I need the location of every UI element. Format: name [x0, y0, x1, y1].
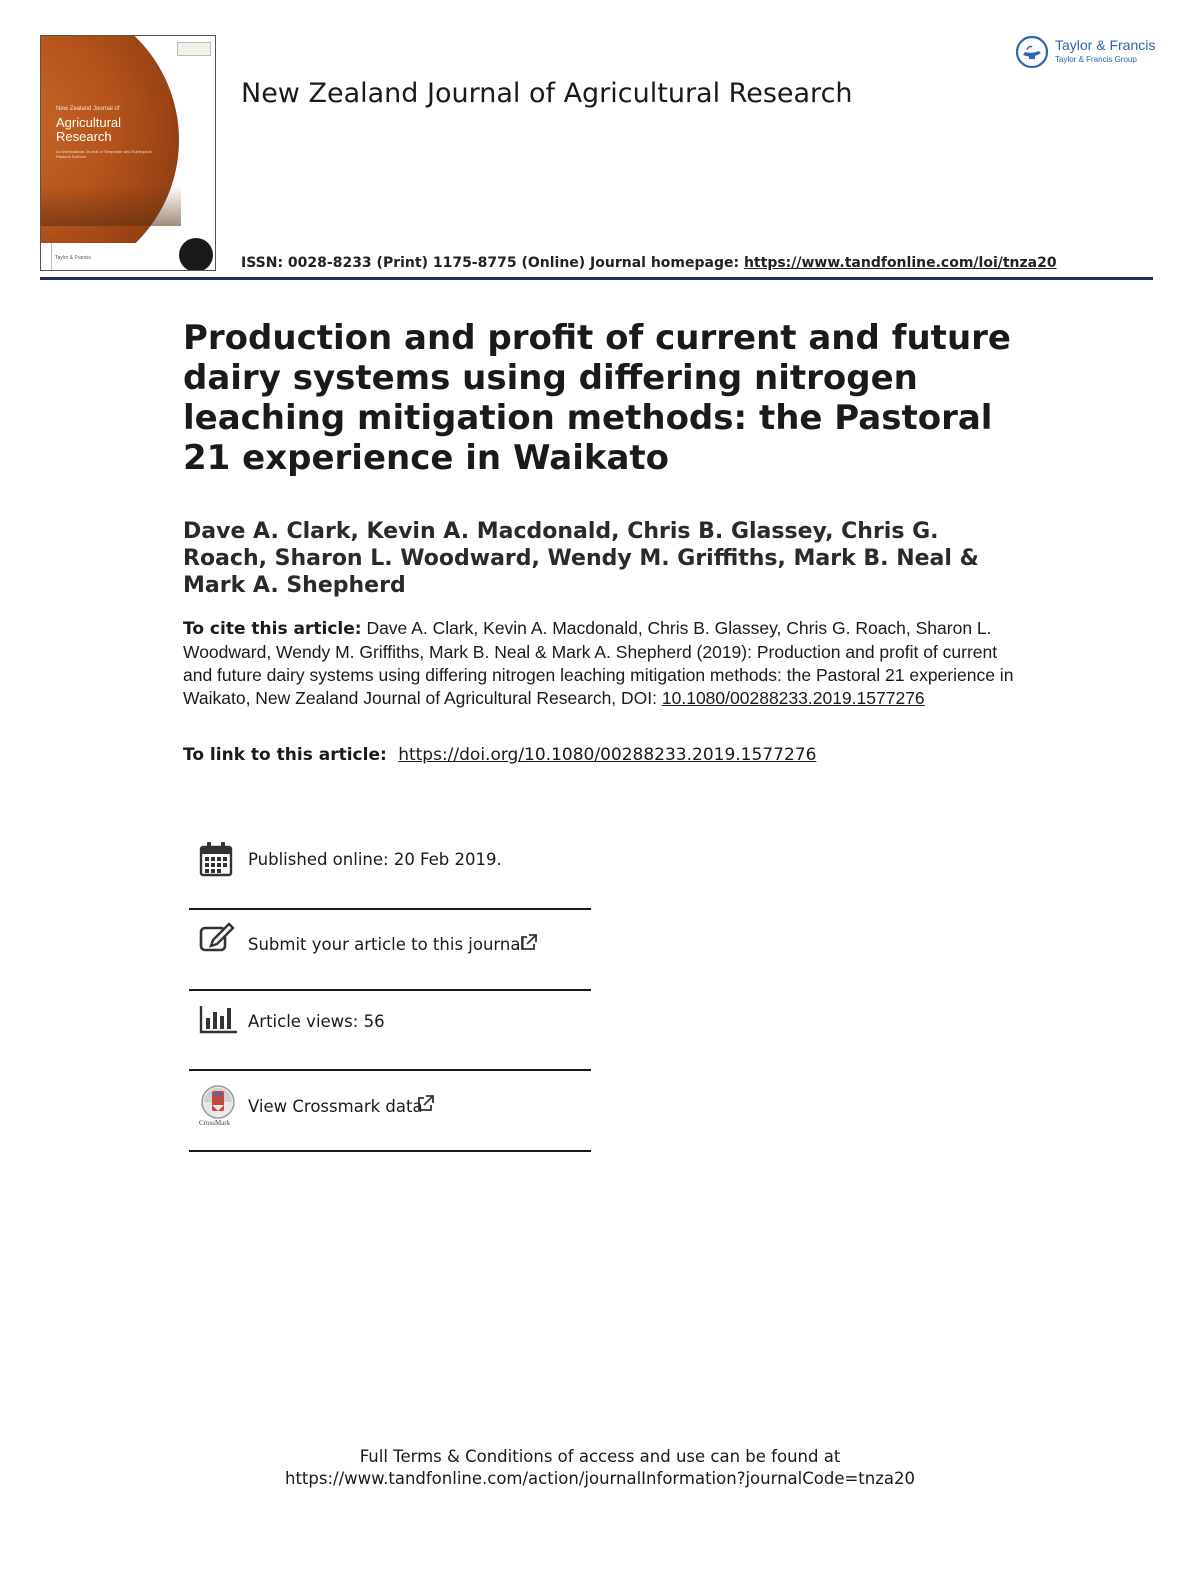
publisher-group: Taylor & Francis Group	[1055, 55, 1137, 64]
info-divider	[189, 989, 591, 991]
taylor-francis-lamp-icon	[1015, 35, 1049, 69]
article-title: Production and profit of current and future dairy systems using differing nitrogen leaching mitigation methods: the Pastoral 21 experience in Waikato	[183, 318, 1011, 478]
cover-volume-box	[177, 42, 211, 56]
issn-line	[241, 255, 1057, 271]
crossmark-row[interactable]	[189, 1085, 591, 1129]
cite-label: To cite this article:	[183, 619, 362, 639]
published-online-row	[189, 840, 591, 880]
terms-footer	[0, 1446, 1200, 1490]
submit-article-row[interactable]	[189, 922, 591, 966]
info-divider	[189, 1150, 591, 1152]
cite-text: Dave A. Clark, Kevin A. Macdonald, Chris B. Glassey, Chris G. Roach, Sharon L. Woodward, Wendy M. Griffiths, Mark B. Neal & Mark A. Shepherd (2019): Production and profit of current and future dairy systems using differing nitrogen leaching mitigation methods: the Pastoral 21 experience in Waikato, New Zealand Journal of Agricultural Research, DOI:	[183, 618, 1014, 708]
info-divider	[189, 1069, 591, 1071]
link-label: To link to this article:	[183, 745, 387, 765]
journal-homepage-link[interactable]: https://www.tandfonline.com/loi/tnza20	[743, 255, 1057, 271]
crossmark-logo	[199, 1085, 239, 1129]
cover-publisher: Taylor & Francis	[55, 255, 91, 261]
external-link-icon	[417, 1095, 434, 1112]
cover-subtitle: An International Journal of Temperate and Subtropical Pastoral Science	[56, 149, 152, 159]
cover-small-title: New Zealand Journal of	[56, 106, 120, 112]
article-views-row	[189, 1002, 591, 1042]
header-divider	[40, 277, 1153, 280]
cover-badge-icon	[179, 238, 213, 271]
cover-artwork	[41, 36, 215, 243]
citation-block	[183, 617, 1023, 710]
article-link-line	[183, 745, 816, 765]
article-authors: Dave A. Clark, Kevin A. Macdonald, Chris B. Glassey, Chris G. Roach, Sharon L. Woodward, Wendy M. Griffiths, Mark B. Neal & Mark A. Shepherd	[183, 519, 979, 598]
calendar-icon	[199, 841, 233, 877]
journal-cover-image	[40, 35, 216, 271]
terms-url[interactable]: https://www.tandfonline.com/action/journalInformation?journalCode=tnza20	[285, 1469, 915, 1488]
cover-footer	[41, 243, 215, 270]
journal-title: New Zealand Journal of Agricultural Research	[241, 78, 853, 109]
cover-big-title: Agricultural Research	[56, 115, 122, 144]
published-online-text: Published online: 20 Feb 2019.	[248, 850, 502, 869]
external-link-icon	[520, 934, 537, 951]
bar-chart-icon	[199, 1004, 239, 1034]
crossmark-link[interactable]: View Crossmark data	[248, 1097, 423, 1116]
crossmark-logo-text: CrossMark	[199, 1119, 231, 1127]
publisher-logo	[1015, 34, 1160, 70]
article-views-text: Article views: 56	[248, 1012, 385, 1031]
issn-text: ISSN: 0028-8233 (Print) 1175-8775 (Online) Journal homepage:	[241, 255, 740, 271]
crossmark-icon	[199, 1085, 239, 1119]
publisher-name: Taylor & Francis	[1055, 37, 1156, 53]
info-divider	[189, 908, 591, 910]
cite-doi-link[interactable]: 10.1080/00288233.2019.1577276	[661, 688, 925, 708]
terms-line: Full Terms & Conditions of access and use can be found at	[359, 1447, 841, 1466]
doi-link[interactable]: https://doi.org/10.1080/00288233.2019.1577276	[398, 745, 817, 765]
edit-icon	[199, 922, 235, 954]
submit-article-link[interactable]: Submit your article to this journal	[248, 935, 526, 954]
